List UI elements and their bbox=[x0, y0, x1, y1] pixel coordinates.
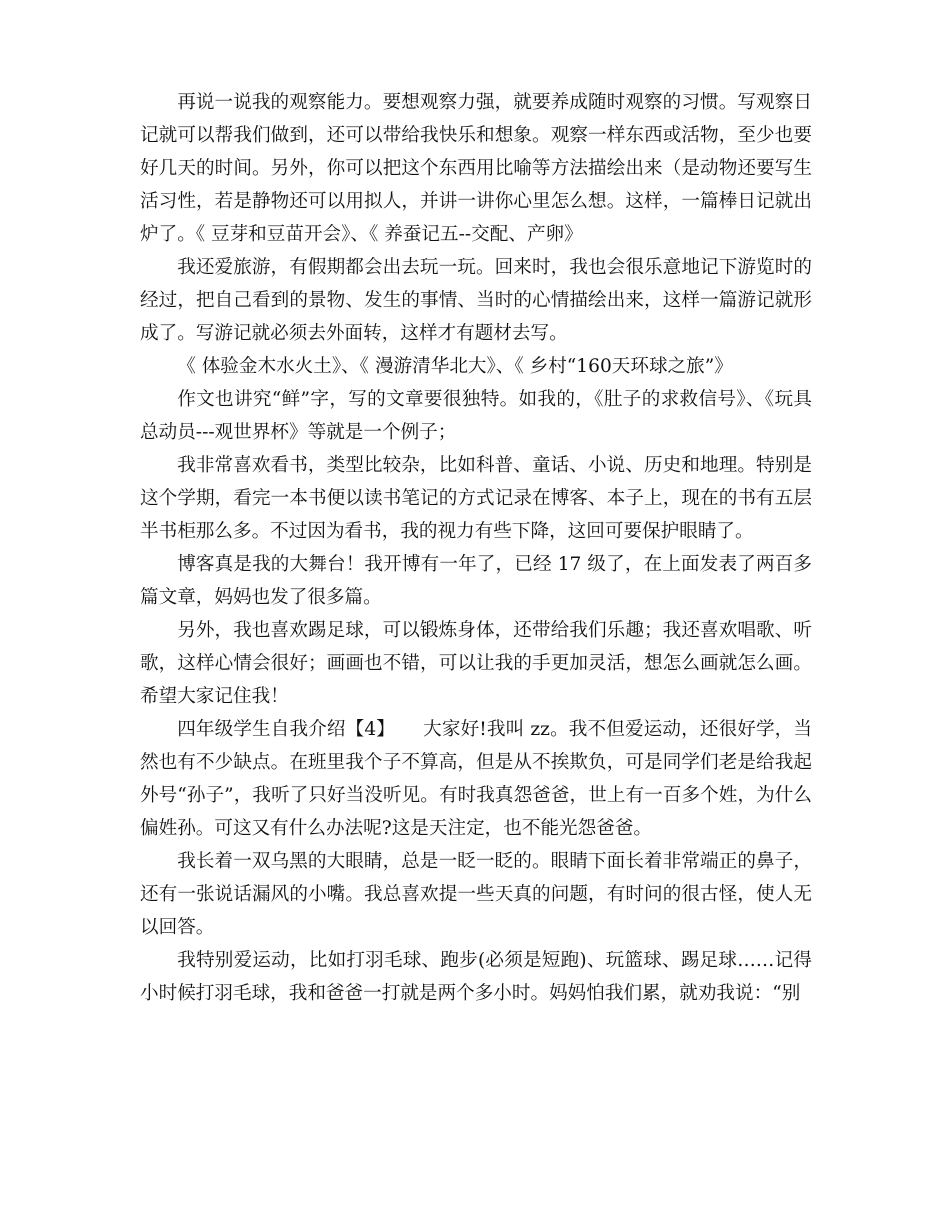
paragraph-hobbies: 另外，我也喜欢踢足球，可以锻炼身体，还带给我们乐趣；我还喜欢唱歌、听歌，这样心情会很好；画画也不错，可以让我的手更加灵活，想怎么画就怎么画。希望大家记住我！ bbox=[140, 620, 812, 707]
paragraph-travel: 我还爱旅游，有假期都会出去玩一玩。回来时，我也会很乐意地记下游览时的经过，把自己看到的景物、发生的事情、当时的心情描绘出来，这样一篇游记就形成了。写游记就必须去外面转，这样才有题材去写。 bbox=[140, 257, 812, 344]
paragraph-reading: 我非常喜欢看书，类型比较杂，比如科普、童话、小说、历史和地理。特别是这个学期，看完一本书便以读书笔记的方式记录在博客、本子上，现在的书有五层半书柜那么多。不过因为看书，我的视力有些下降，这回可要保护眼睛了。 bbox=[140, 455, 812, 542]
paragraph-travel-titles: 《 体验金木水火土》、《 漫游清华北大》、《 乡村“160天环球之旅”》 bbox=[177, 356, 733, 377]
paragraph-introduction-4: 四年级学生自我介绍【4】 大家好!我叫 zz。我不但爱运动，还很好学，当然也有不少缺点。在班里我个子不算高，但是从不挨欺负，可是同学们老是给我起外号“孙子”，我听了只好当没听见。有时我真怨爸爸，世上有一百多个姓，为什么偏姓孙。可这又有什么办法呢?这是天注定，也不能光怨爸爸。 bbox=[140, 719, 812, 839]
paragraph-appearance: 我长着一双乌黑的大眼睛，总是一眨一眨的。眼睛下面长着非常端正的鼻子，还有一张说话漏风的小嘴。我总喜欢提一些天真的问题，有时问的很古怪，使人无以回答。 bbox=[140, 851, 812, 938]
paragraph-blog: 博客真是我的大舞台！我开博有一年了，已经 17 级了，在上面发表了两百多篇文章，妈妈也发了很多篇。 bbox=[140, 554, 812, 608]
document-body bbox=[140, 86, 812, 1010]
paragraph-observation: 再说一说我的观察能力。要想观察力强，就要养成随时观察的习惯。写观察日记就可以帮我们做到，还可以带给我快乐和想象。观察一样东西或活物，至少也要好几天的时间。另外，你可以把这个东西用比喻等方法描绘出来（是动物还要写生活习性，若是静物还可以用拟人，并讲一讲你心里怎么想。这样，一篇棒日记就出炉了。《 豆芽和豆苗开会》、《 养蚕记五--交配、产卵》 bbox=[140, 92, 812, 245]
paragraph-writing: 作文也讲究“鲜”字，写的文章要很独特。如我的，《肚子的求救信号》、《玩具总动员---观世界杯》等就是一个例子； bbox=[140, 389, 812, 443]
paragraph-sports: 我特别爱运动，比如打羽毛球、跑步(必须是短跑)、玩篮球、踢足球……记得小时候打羽毛球，我和爸爸一打就是两个多小时。妈妈怕我们累，就劝我说：“别 bbox=[140, 950, 812, 1004]
